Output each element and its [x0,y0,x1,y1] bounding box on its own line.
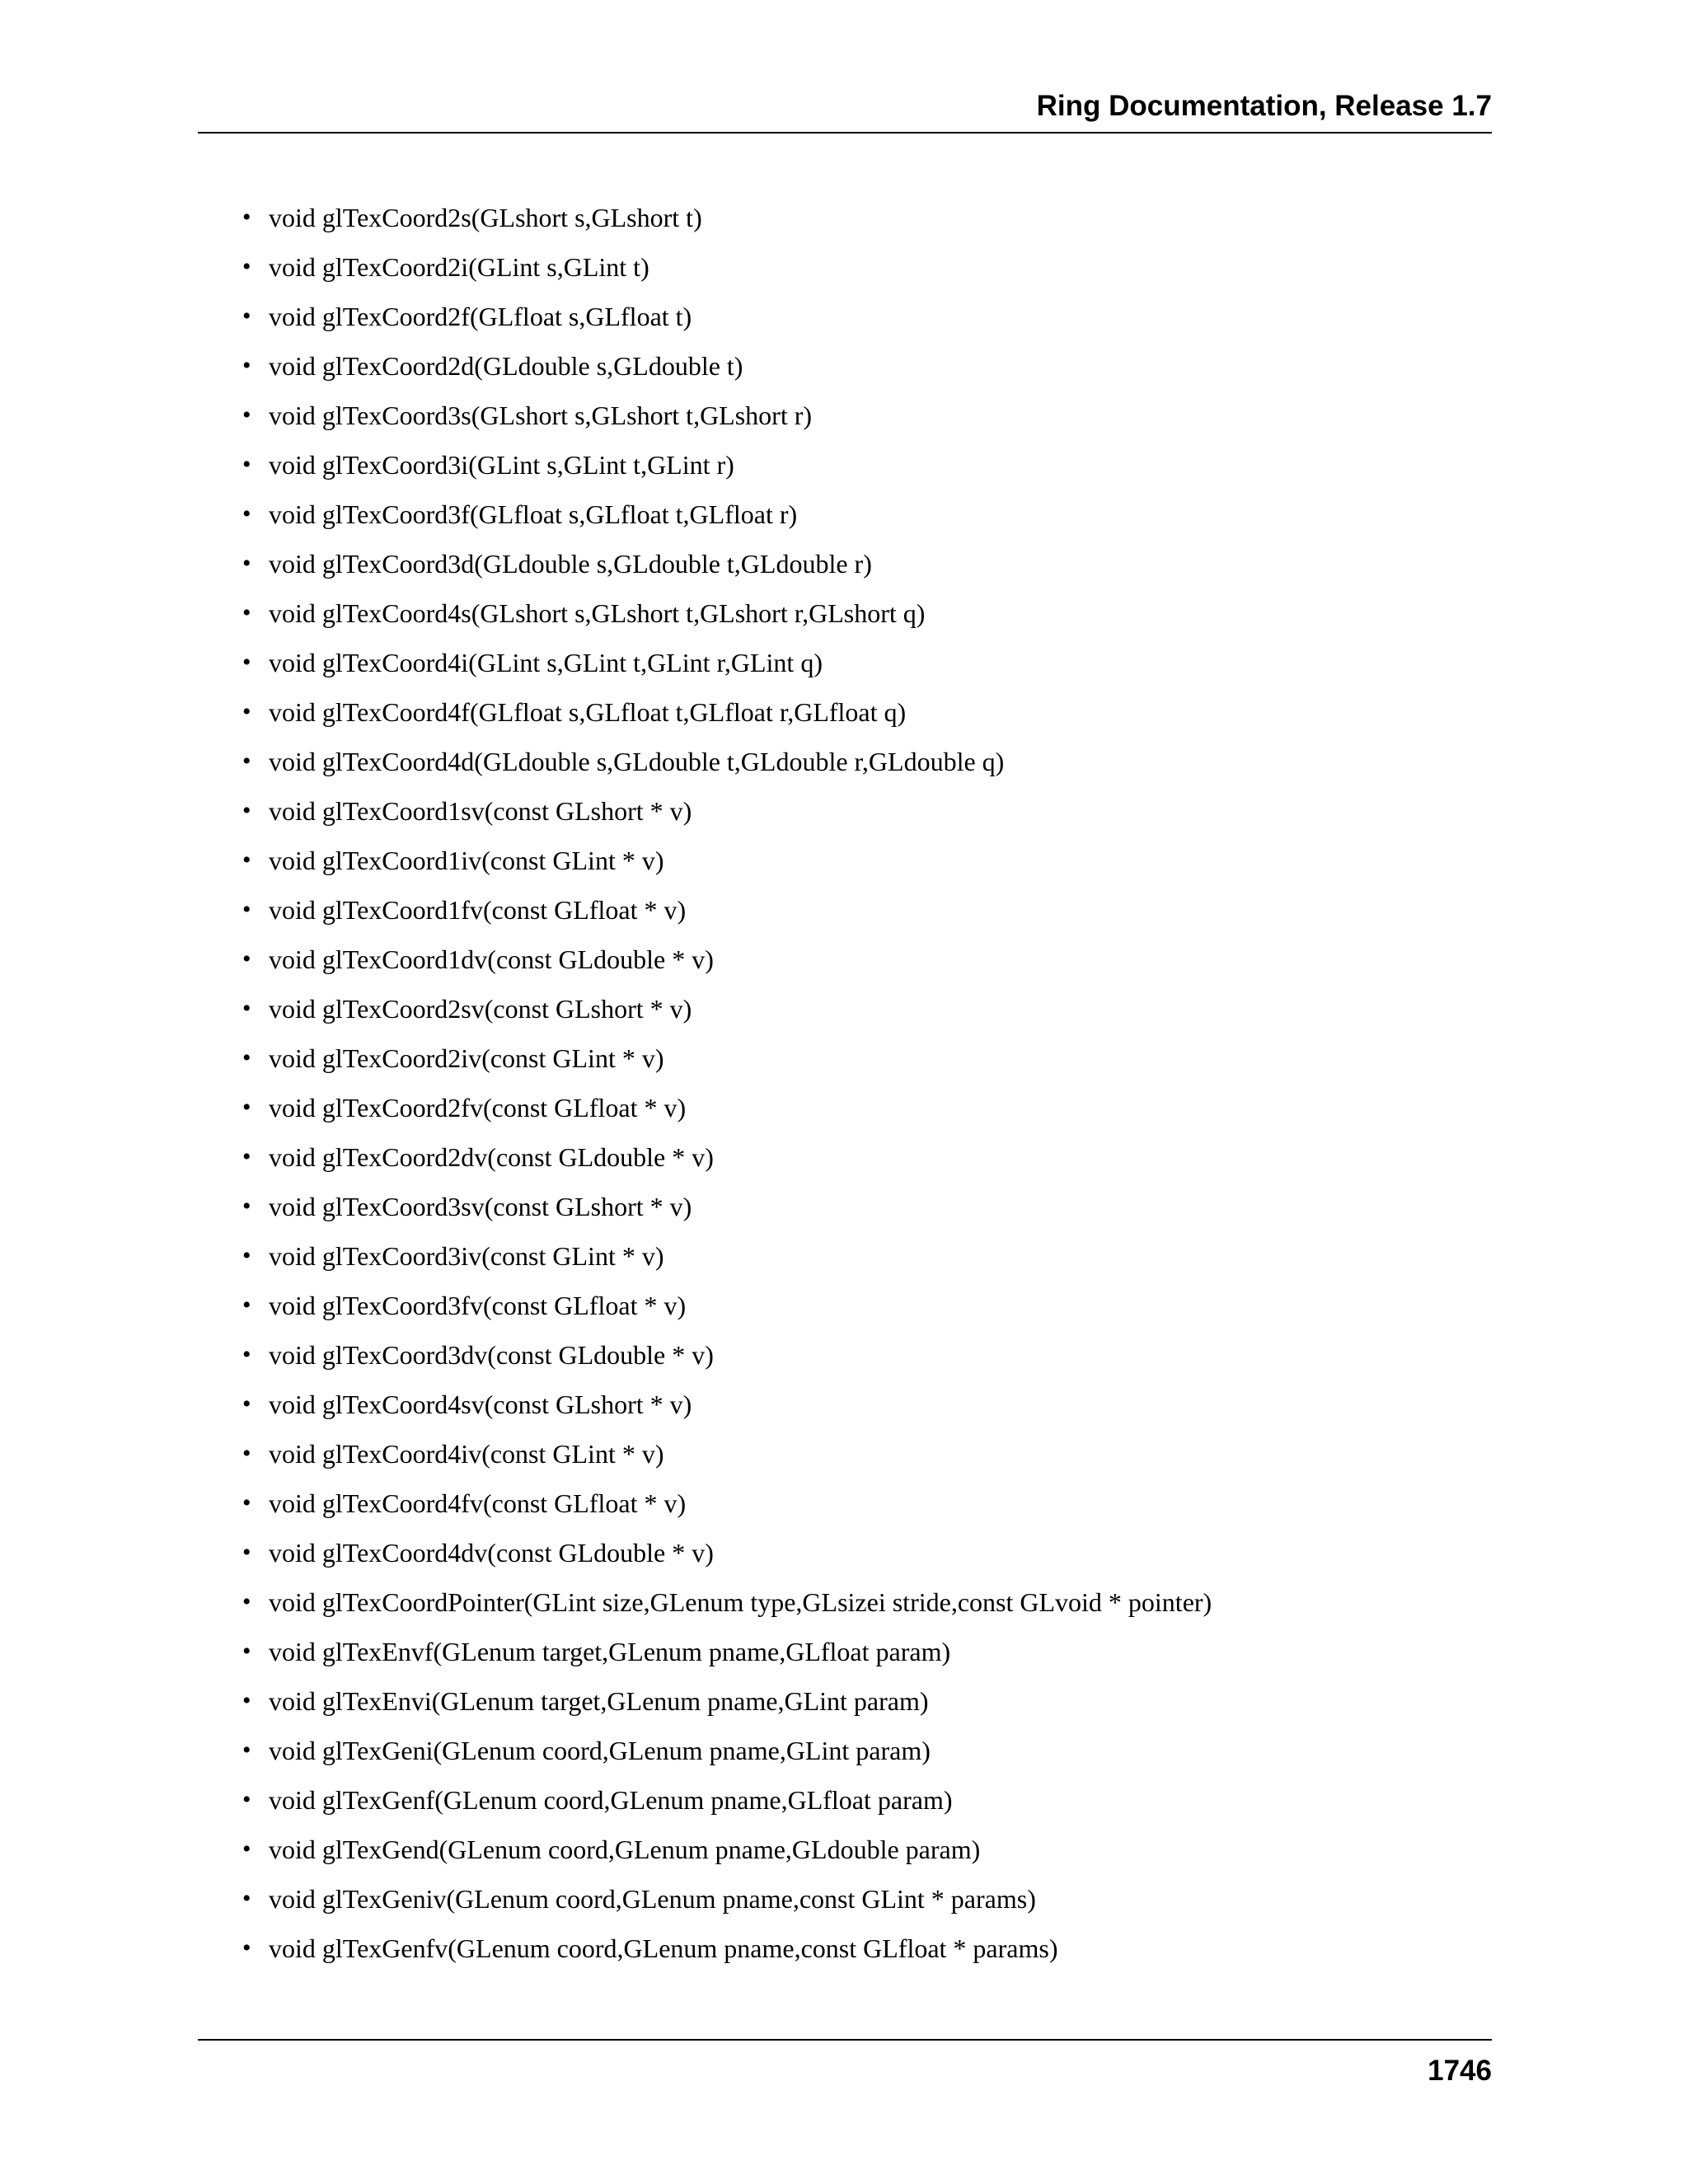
function-signature: void glTexCoord2dv(const GLdouble * v) [269,1142,714,1172]
bullet-icon: • [242,896,251,923]
bullet-icon: • [242,1291,251,1319]
list-item [242,692,1212,742]
bullet-icon: • [242,1242,251,1269]
function-signature: void glTexCoord4fv(const GLfloat * v) [269,1488,687,1518]
list-item [242,1632,1212,1681]
function-signature: void glTexGend(GLenum coord,GLenum pname,GLdouble param) [269,1835,981,1864]
list-item [242,544,1212,593]
list-item [242,791,1212,841]
bullet-icon: • [242,748,251,775]
bullet-icon: • [242,1044,251,1071]
function-signature: void glTexCoord3i(GLint s,GLint t,GLint r) [269,450,734,480]
list-item [242,841,1212,890]
function-signature: void glTexCoord1dv(const GLdouble * v) [269,944,714,974]
list-item [242,1533,1212,1582]
bullet-icon: • [242,1094,251,1121]
function-signature: void glTexCoord4iv(const GLint * v) [269,1439,664,1469]
function-signature: void glTexGeniv(GLenum coord,GLenum pname,const GLint * params) [269,1884,1036,1914]
bullet-icon: • [242,1736,251,1764]
bullet-icon: • [242,550,251,577]
bullet-icon: • [242,302,251,330]
list-item [242,593,1212,643]
function-signature: void glTexCoord4s(GLshort s,GLshort t,GLshort r,GLshort q) [269,598,926,628]
list-item [242,1879,1212,1929]
bullet-icon: • [242,1885,251,1912]
list-item [242,643,1212,692]
bullet-icon: • [242,1638,251,1665]
list-item [242,1582,1212,1632]
bullet-icon: • [242,1588,251,1615]
bullet-icon: • [242,797,251,824]
list-item [242,1187,1212,1236]
bullet-icon: • [242,698,251,725]
list-item [242,1286,1212,1335]
list-item [242,940,1212,989]
list-item [242,297,1212,346]
function-signature: void glTexCoord3dv(const GLdouble * v) [269,1340,714,1370]
bullet-icon: • [242,1193,251,1220]
list-item [242,1385,1212,1434]
function-signature: void glTexCoord4dv(const GLdouble * v) [269,1538,714,1568]
list-item [242,890,1212,940]
bullet-icon: • [242,352,251,379]
page-number: 1746 [1428,2055,1492,2087]
function-signature: void glTexCoordPointer(GLint size,GLenum type,GLsizei stride,const GLvoid * pointer) [269,1587,1212,1617]
bullet-icon: • [242,1489,251,1516]
bullet-icon: • [242,1835,251,1863]
list-item [242,742,1212,791]
bullet-icon: • [242,451,251,478]
function-signature: void glTexCoord4i(GLint s,GLint t,GLint r,GLint q) [269,648,823,677]
bullet-icon: • [242,1341,251,1368]
function-signature: void glTexCoord2d(GLdouble s,GLdouble t) [269,351,743,381]
list-item [242,1038,1212,1088]
function-signature: void glTexGenfv(GLenum coord,GLenum pname,const GLfloat * params) [269,1933,1058,1963]
list-item [242,1780,1212,1830]
list-item [242,494,1212,544]
list-item [242,1088,1212,1137]
list-item [242,1830,1212,1879]
bullet-icon: • [242,649,251,676]
function-signature: void glTexCoord3iv(const GLint * v) [269,1241,664,1271]
function-signature: void glTexCoord2iv(const GLint * v) [269,1043,664,1073]
bullet-icon: • [242,1143,251,1170]
function-signature: void glTexCoord2f(GLfloat s,GLfloat t) [269,302,692,331]
bullet-icon: • [242,1934,251,1961]
bullet-icon: • [242,995,251,1022]
function-signature: void glTexCoord3f(GLfloat s,GLfloat t,GLfloat r) [269,499,798,529]
document-title: Ring Documentation, Release 1.7 [1036,90,1492,122]
function-signature: void glTexCoord1iv(const GLint * v) [269,846,664,875]
bullet-icon: • [242,1440,251,1467]
list-item [242,1483,1212,1533]
bullet-icon: • [242,1786,251,1813]
bullet-icon: • [242,1539,251,1566]
list-item [242,1335,1212,1385]
list-item [242,1731,1212,1780]
bullet-icon: • [242,1390,251,1418]
list-item [242,1929,1212,1978]
bullet-icon: • [242,599,251,626]
function-signature: void glTexGeni(GLenum coord,GLenum pname,GLint param) [269,1736,931,1765]
list-item [242,396,1212,445]
bullet-icon: • [242,500,251,527]
list-item [242,198,1212,247]
function-signature: void glTexCoord4sv(const GLshort * v) [269,1390,692,1419]
list-item [242,445,1212,494]
function-signature: void glTexCoord2sv(const GLshort * v) [269,994,692,1024]
bullet-icon: • [242,204,251,231]
function-signature: void glTexCoord4d(GLdouble s,GLdouble t,GLdouble r,GLdouble q) [269,747,1005,776]
list-item [242,1236,1212,1286]
function-signature: void glTexEnvf(GLenum target,GLenum pname,GLfloat param) [269,1637,951,1666]
list-item [242,989,1212,1038]
page-footer [198,2039,1492,2090]
list-item [242,346,1212,396]
function-signature: void glTexCoord2fv(const GLfloat * v) [269,1093,687,1122]
function-signature: void glTexCoord1sv(const GLshort * v) [269,796,692,826]
list-item [242,1434,1212,1483]
function-signature: void glTexGenf(GLenum coord,GLenum pname,GLfloat param) [269,1785,953,1815]
list-item [242,1137,1212,1187]
bullet-icon: • [242,401,251,429]
function-signature: void glTexEnvi(GLenum target,GLenum pname,GLint param) [269,1686,929,1716]
function-list [242,198,1212,1978]
function-signature: void glTexCoord2i(GLint s,GLint t) [269,252,649,282]
list-item [242,247,1212,297]
function-signature: void glTexCoord4f(GLfloat s,GLfloat t,GLfloat r,GLfloat q) [269,697,907,727]
bullet-icon: • [242,253,251,280]
bullet-icon: • [242,846,251,874]
function-signature: void glTexCoord2s(GLshort s,GLshort t) [269,203,702,232]
list-item [242,1681,1212,1731]
function-signature: void glTexCoord1fv(const GLfloat * v) [269,895,687,925]
function-signature: void glTexCoord3sv(const GLshort * v) [269,1192,692,1221]
bullet-icon: • [242,1687,251,1714]
bullet-icon: • [242,945,251,972]
page-header [198,89,1492,134]
function-signature: void glTexCoord3s(GLshort s,GLshort t,GLshort r) [269,401,813,430]
function-signature: void glTexCoord3fv(const GLfloat * v) [269,1291,687,1320]
function-signature: void glTexCoord3d(GLdouble s,GLdouble t,GLdouble r) [269,549,872,579]
